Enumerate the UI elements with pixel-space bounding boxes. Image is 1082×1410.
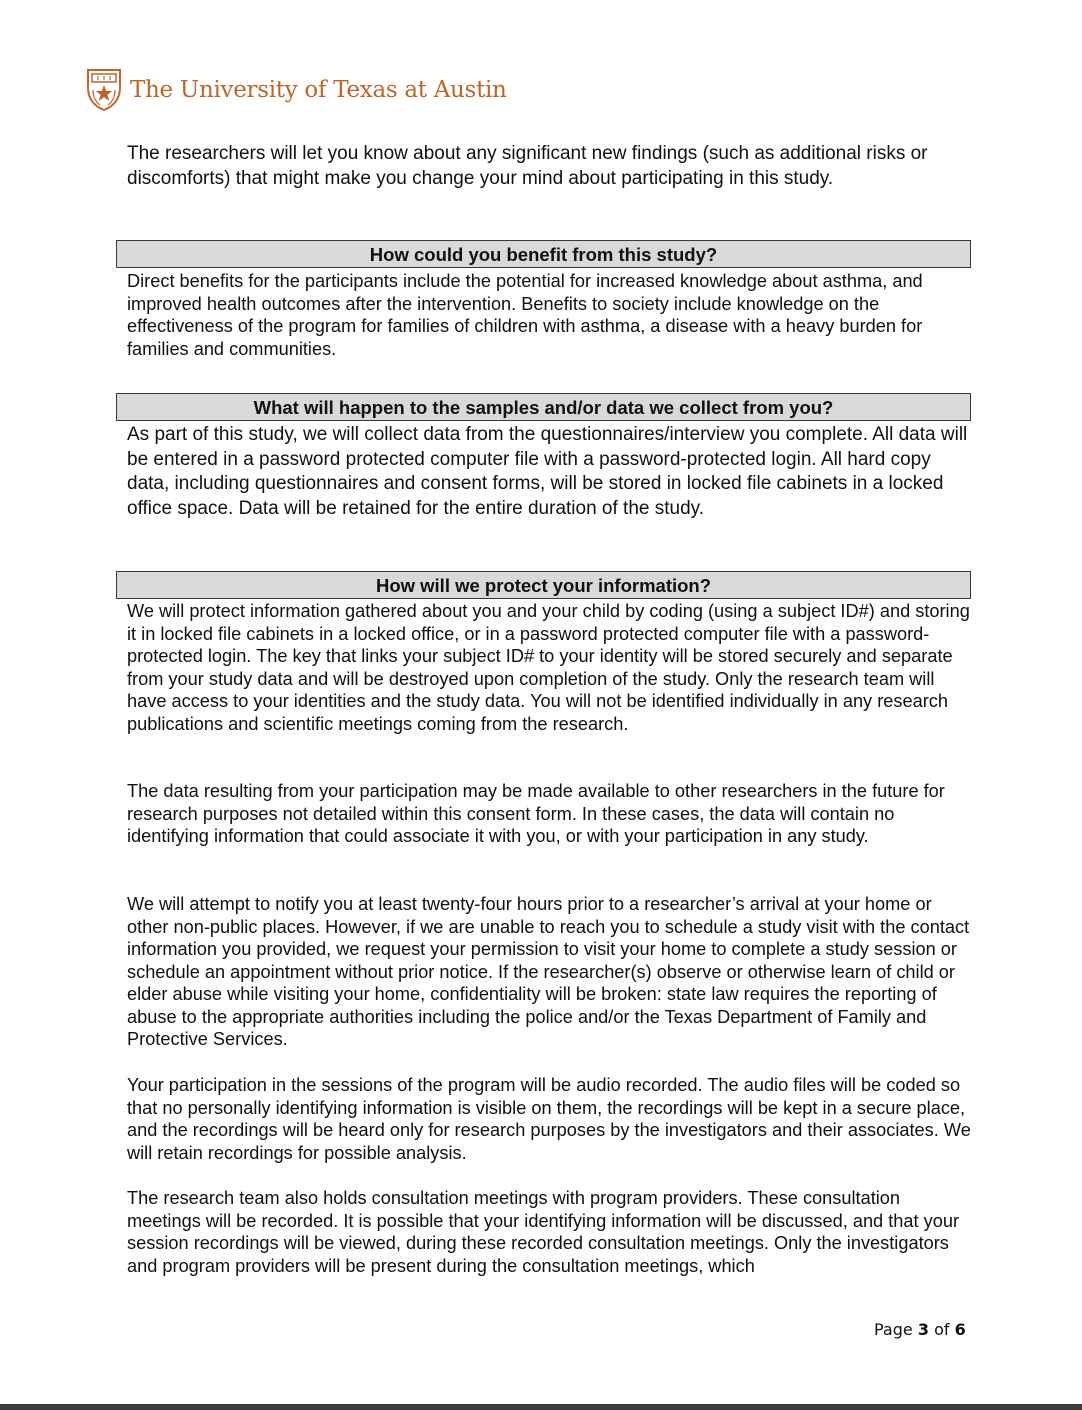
protect-paragraph-1: We will protect information gathered about you and your child by coding (using a subject ID#) and storing it in locked file cabinets in a locked office, or in a password protected computer file with a password-protected login. The key that links your subject ID# to your identity will be stored securely and separate from your study data and will be destroyed upon completion of the study. Only the research team will have access to your identities and the study data. You will not be identified individually in any research publications and scientific meetings coming from the research. (127, 601, 970, 734)
protect-paragraph-3: We will attempt to notify you at least twenty-four hours prior to a researcher’s arrival at your home or other non-public places. However, if we are unable to reach you to schedule a study visit with the contact information you provided, we request your permission to visit your home to complete a study session or schedule an appointment without prior notice. If the researcher(s) observe or otherwise learn of child or elder abuse while visiting your home, confidentiality will be broken: state law requires the reporting of abuse to the appropriate authorities including the police and/or the Texas Department of Family and Protective Services. (127, 894, 970, 1049)
page-bottom-border (0, 1404, 1082, 1410)
university-logo (86, 68, 507, 112)
protect-paragraph-4: Your participation in the sessions of the program will be audio recorded. The audio files will be coded so that no personally identifying information is visible on them, the recordings will be kept in a secure place, and the recordings will be heard only for research purposes by the investigators and their associates. We will retain recordings for possible analysis. (127, 1075, 971, 1163)
section-heading-benefits: How could you benefit from this study? (116, 240, 971, 268)
page-word: Page (874, 1320, 913, 1339)
current-page: 3 (917, 1320, 929, 1339)
university-name: The University of Texas at Austin (130, 76, 507, 103)
page-number (874, 1320, 966, 1339)
benefits-paragraph: Direct benefits for the participants include the potential for increased knowledge about asthma, and improved health outcomes after the intervention. Benefits to society include knowledge on the effectiveness of the program for families of children with asthma, a disease with a heavy burden for families and communities. (127, 271, 923, 359)
section-heading-protect-information: How will we protect your information? (116, 571, 971, 599)
samples-data-paragraph: As part of this study, we will collect data from the questionnaires/interview you complete. All data will be entered in a password protected computer file with a password-protected login. All hard copy data, including questionnaires and consent forms, will be stored in locked file cabinets in a locked office space. Data will be retained for the entire duration of the study. (127, 424, 968, 520)
of-word: of (934, 1320, 950, 1339)
protect-paragraph-5: The research team also holds consultation meetings with program providers. These consultation meetings will be recorded. It is possible that your identifying information will be discussed, and that your session recordings will be viewed, during these recorded consultation meetings. Only the investigators and program providers will be present during the consultation meetings, which (127, 1188, 959, 1276)
ut-shield-icon (86, 68, 122, 112)
section-heading-samples-data: What will happen to the samples and/or data we collect from you? (116, 393, 971, 421)
protect-paragraph-2: The data resulting from your participation may be made available to other researchers in the future for research purposes not detailed within this consent form. In these cases, the data will contain no identifying information that could associate it with you, or with your participation in any study. (127, 781, 945, 846)
total-pages: 6 (954, 1320, 966, 1339)
intro-paragraph: The researchers will let you know about any significant new findings (such as additional risks or discomforts) that might make you change your mind about participating in this study. (127, 143, 928, 189)
